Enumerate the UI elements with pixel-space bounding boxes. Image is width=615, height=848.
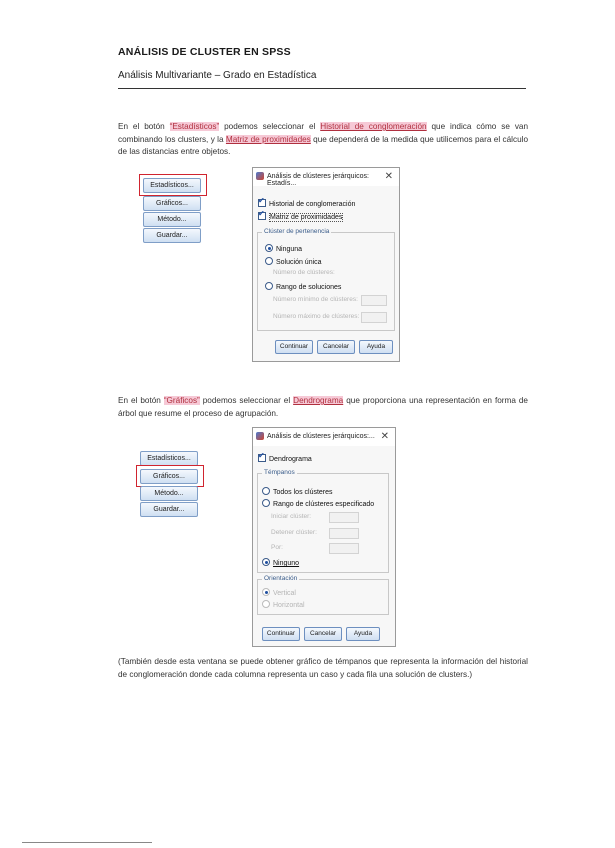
radio-label: Todos los clústeres <box>273 489 333 496</box>
group-label: Orientación <box>264 575 298 582</box>
highlight-matrix: Matriz de proximidades <box>225 134 311 144</box>
checkbox-checked-icon <box>258 212 266 220</box>
horizontal-radio[interactable] <box>262 600 305 609</box>
by-input[interactable] <box>329 543 359 554</box>
selection-highlight <box>139 174 207 196</box>
checkbox-label: Historial de conglomeración <box>269 201 356 208</box>
cancel-button[interactable]: Cancelar <box>317 340 355 354</box>
min-clusters-input[interactable] <box>361 295 387 306</box>
radio-label: Ninguna <box>276 246 303 253</box>
continue-button[interactable]: Continuar <box>275 340 313 354</box>
min-clusters-label: Número mínimo de clústeres: <box>273 296 358 303</box>
close-icon[interactable]: ✕ <box>384 171 393 182</box>
radio-label: Ninguno <box>273 560 300 567</box>
start-cluster-input[interactable] <box>329 512 359 523</box>
continue-button[interactable]: Continuar <box>262 627 300 641</box>
header-divider <box>118 88 526 89</box>
max-clusters-label: Número máximo de clústeres: <box>273 313 360 320</box>
none-radio[interactable] <box>265 244 302 253</box>
highlight-dendrogram: Dendrograma <box>293 396 344 405</box>
proximity-matrix-checkbox[interactable] <box>258 212 343 221</box>
all-clusters-radio[interactable] <box>262 487 333 496</box>
dialog-title: Análisis de clústeres jerárquicos:... <box>267 433 375 440</box>
method-button[interactable]: Método... <box>143 212 201 227</box>
text: que proporciona una representación en forma de árbol que resume el proceso de agrupación. <box>118 396 528 418</box>
save-button[interactable]: Guardar... <box>143 228 201 243</box>
stop-cluster-label: Detener clúster: <box>271 529 317 536</box>
text: podemos seleccionar el <box>219 122 321 131</box>
start-cluster-label: Iniciar clúster: <box>271 513 312 520</box>
radio-icon <box>262 600 270 608</box>
radio-icon <box>262 487 270 495</box>
graphs-dialog <box>252 427 396 647</box>
method-button[interactable]: Método... <box>140 486 198 501</box>
max-clusters-input[interactable] <box>361 312 387 323</box>
save-button[interactable]: Guardar... <box>140 502 198 517</box>
group-label: Témpanos <box>264 469 295 476</box>
paragraph-statistics <box>118 121 528 159</box>
checkbox-checked-icon <box>258 199 266 207</box>
footer-divider <box>22 842 152 843</box>
group-label: Clúster de pertenencia <box>264 228 330 235</box>
range-clusters-radio[interactable] <box>262 499 374 508</box>
radio-label: Rango de clústeres especificado <box>273 501 375 508</box>
radio-selected-icon <box>262 588 270 596</box>
radio-label: Vertical <box>273 590 296 597</box>
document-title: ANÁLISIS DE CLUSTER EN SPSS <box>118 46 291 58</box>
radio-label: Rango de soluciones <box>276 284 342 291</box>
stop-cluster-input[interactable] <box>329 528 359 539</box>
radio-icon <box>262 499 270 507</box>
radio-label: Solución única <box>276 259 322 266</box>
dendrogram-checkbox[interactable] <box>258 454 312 463</box>
vertical-radio[interactable] <box>262 588 296 597</box>
radio-icon <box>265 282 273 290</box>
text: que dependerá de la medida que utilicemos para el cálculo de las distancias entre objetos. <box>118 134 528 156</box>
text: En el botón <box>118 122 170 131</box>
checkbox-label: Dendrograma <box>269 456 312 463</box>
radio-selected-icon <box>262 558 270 566</box>
help-button[interactable]: Ayuda <box>346 627 380 641</box>
dialog-titlebar <box>253 428 395 446</box>
radio-selected-icon <box>265 244 273 252</box>
highlight-statistics: “Estadísticos” <box>169 122 220 131</box>
radio-icon <box>265 257 273 265</box>
highlight-history: Historial de conglomeración <box>320 122 427 131</box>
spss-app-icon <box>256 172 264 180</box>
dialog-title: Análisis de clústeres jerárquicos: Estadís... <box>267 173 369 187</box>
text: En el botón <box>118 396 164 405</box>
history-checkbox[interactable] <box>258 199 355 208</box>
document-subtitle: Análisis Multivariante – Grado en Estadística <box>118 70 317 81</box>
by-label: Por: <box>271 544 283 551</box>
graphs-button[interactable]: Gráficos... <box>140 469 198 484</box>
spss-app-icon <box>256 432 264 440</box>
orientation-group <box>257 579 389 615</box>
checkbox-label: Matriz de proximidades <box>270 214 343 221</box>
cancel-button[interactable]: Cancelar <box>304 627 342 641</box>
none-radio[interactable] <box>262 558 299 567</box>
help-button[interactable]: Ayuda <box>359 340 393 354</box>
selection-highlight <box>136 465 204 487</box>
statistics-dialog <box>252 167 400 362</box>
statistics-button[interactable]: Estadísticos... <box>143 178 201 193</box>
radio-label: Horizontal <box>273 602 305 609</box>
dialog-titlebar <box>253 168 399 186</box>
clusters-field-label: Número de clústeres: <box>273 269 335 276</box>
text: que indica cómo se van combinando los clusters, y la <box>118 122 529 144</box>
highlight-graphs: “Gráficos” <box>163 396 200 405</box>
single-solution-radio[interactable] <box>265 257 322 266</box>
paragraph-graphs <box>118 395 528 420</box>
graphs-button[interactable]: Gráficos... <box>143 196 201 211</box>
range-solutions-radio[interactable] <box>265 282 341 291</box>
statistics-button[interactable]: Estadísticos... <box>140 451 198 466</box>
paragraph-icicle-note: (También desde esta ventana se puede obtener gráfico de témpanos que representa la información del historial de conglomeración donde cada columna representa un caso y cada fila una solución de clusters.) <box>118 657 528 679</box>
text: podemos seleccionar el <box>199 396 294 405</box>
checkbox-checked-icon <box>258 454 266 462</box>
close-icon[interactable]: ✕ <box>380 431 389 442</box>
